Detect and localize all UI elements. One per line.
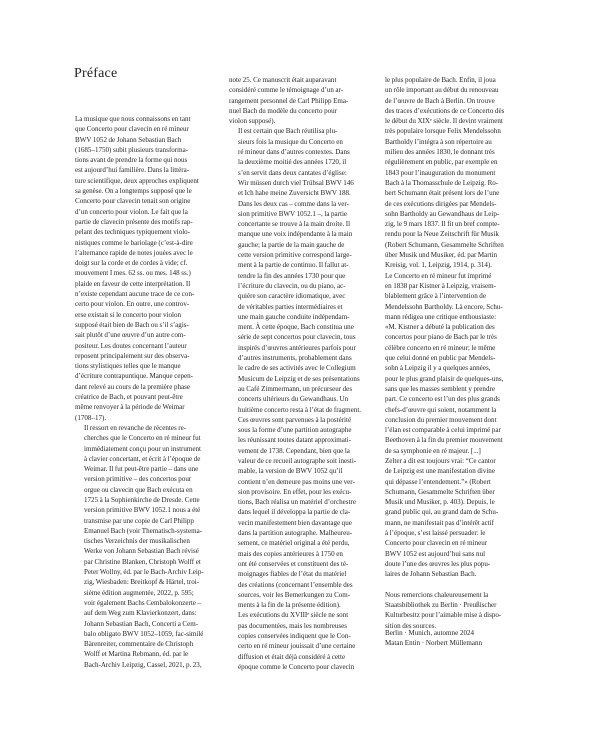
text-line: Bach-Archiv Leipzig, Cassel, 2021, p. 23, bbox=[84, 660, 202, 669]
text-line: Werke von Johann Sebastian Bach révisé bbox=[84, 547, 199, 556]
text-line: Schumann, Gesammelte Schriften über bbox=[385, 487, 495, 496]
text-line: La musique que nous connaissons en tant bbox=[75, 115, 191, 123]
text-line: grand public qui, au grand dam de Schu- bbox=[385, 508, 499, 517]
text-line: certo en ré mineur jouissait d’une certaine bbox=[238, 642, 356, 651]
text-line: Le Concerto en ré mineur fut imprimé bbox=[385, 271, 492, 280]
text-line: positeur. Les doutes concernant l’auteur bbox=[75, 341, 187, 350]
text-line: 1725 à la Sophienkirche de Dresde. Cette bbox=[84, 495, 200, 504]
text-line: ment. À cette époque, Bach constitua une bbox=[238, 323, 354, 332]
text-line: sa genèse. On a longtemps supposé que le bbox=[75, 187, 192, 196]
text-line: Dans les deux cas – comme dans la ver- bbox=[238, 199, 349, 208]
text-line: concertos pour piano de Bach par le très bbox=[385, 333, 497, 342]
paragraph bbox=[75, 423, 225, 670]
text-line: conclusion du premier mouvement dont bbox=[385, 415, 497, 424]
text-line: pelant des techniques typiquement violo- bbox=[75, 228, 191, 237]
text-line: les réunissant toutes datant approximati- bbox=[238, 436, 352, 445]
text-line: moignages fiables de l’état du matériel bbox=[238, 570, 347, 579]
text-line: ture scientifique, deux approches expliquent bbox=[75, 176, 199, 185]
text-line: vement de 1738. Cependant, bien que la bbox=[238, 446, 350, 455]
text-line: zig, Wiesbaden: Breitkopf & Härtel, troi- bbox=[84, 578, 200, 587]
text-line: de véritables parties intermédiaires et bbox=[238, 302, 343, 311]
text-line: (1708–17). bbox=[75, 413, 107, 422]
text-line: sement, ce matériel original a été perdu, bbox=[238, 539, 350, 548]
text-line: de ces exécutions dirigées par Mendels- bbox=[385, 199, 497, 208]
text-line: époque comme le Concerto pour clavecin bbox=[238, 662, 355, 671]
text-line: ments à la fin de la présente édition). bbox=[238, 601, 341, 610]
text-line: blablement grâce à l’intervention de bbox=[385, 292, 486, 301]
text-line: même renvoyer à la période de Weimar bbox=[75, 403, 185, 412]
text-line: Emanuel Bach (voir Thematisch-systema- bbox=[84, 526, 203, 535]
text-line: cherches que le Concerto en ré mineur fut bbox=[84, 434, 201, 443]
text-line: Johann Sebastian Bach, Concerti a Cem- bbox=[84, 619, 199, 628]
text-line: sion primitive BWV 1052.1 –, la partie bbox=[238, 209, 348, 218]
text-line: et Ich habe meine Zuversicht BWV 188. bbox=[238, 189, 351, 198]
text-line: Nous remercions chaleureusement la bbox=[385, 590, 489, 599]
text-line: pas documentées, mais les nombreuses bbox=[238, 621, 347, 630]
text-line: version primitive BWV 1052.1 nous a été bbox=[84, 506, 201, 515]
text-line: Bärenreiter, commentaire de Christoph bbox=[84, 640, 194, 649]
text-line: l’alternance rapide de notes jouées avec le bbox=[75, 248, 193, 257]
text-line: dans la partition autographe. Malheureu- bbox=[238, 529, 353, 538]
text-line: le cadre de ses activités avec le Collegium bbox=[238, 364, 356, 373]
text-line: que celui donné en public par Mendels- bbox=[385, 354, 496, 363]
text-line: l’écriture du clavecin, ou du piano, ac- bbox=[238, 281, 346, 290]
text-line: Kreisig, vol. 1, Leipzig, 1914, p. 314). bbox=[385, 261, 493, 270]
text-line: ré mineur dans d’autres contextes. Dans bbox=[238, 148, 350, 157]
text-line: diffusion et était déjà considéré à cette bbox=[238, 652, 346, 661]
text-line: Ces œuvres sont parvenues à la postérité bbox=[238, 415, 352, 424]
text-line: Weimar. Il fut peut-être partie – dans une bbox=[84, 465, 199, 474]
paragraph bbox=[75, 114, 225, 423]
text-line: sohn Bartholdy au Gewandhaus de Leip- bbox=[385, 209, 500, 218]
text-line: mais des copies antérieures à 1750 en bbox=[238, 549, 343, 558]
text-line: le début du XIXᵉ siècle. Il devint vraiment bbox=[385, 117, 503, 126]
text-line: Zelter a dit est toujours vrai: “Ce cantor bbox=[385, 456, 496, 465]
text-line: violon supposé). bbox=[229, 117, 276, 126]
text-line: dant relevé au cours de la première phase bbox=[75, 382, 191, 391]
text-line: doute l’une des œuvres les plus popu- bbox=[385, 559, 491, 568]
text-line: (1685–1750) subit plusieurs transforma- bbox=[75, 145, 189, 154]
text-line: laires de Johann Sebastian Bach. bbox=[385, 570, 477, 579]
text-line: Peter Wollny, éd. par le Bach-Archiv Leip- bbox=[84, 568, 204, 577]
text-line: considéré comme le témoignage d’un ar- bbox=[229, 86, 344, 95]
text-line: contient n’en demeure pas moins une ver- bbox=[238, 477, 355, 486]
text-line: sait plutôt d’une œuvre d’un autre com- bbox=[75, 331, 186, 340]
text-line: ont été conservées et constituent des té- bbox=[238, 559, 349, 568]
text-line: qui dépasse l’entendement.”» (Robert bbox=[385, 477, 491, 486]
text-line: sion provisoire. En effet, pour les exécu- bbox=[238, 487, 352, 496]
text-line: une main gauche conduite indépendam- bbox=[238, 312, 350, 321]
text-line: Concerto pour clavecin en ré mineur bbox=[385, 539, 488, 548]
text-line: Concerto pour clavecin tenait son origine bbox=[75, 197, 191, 206]
text-line: tisches Verzeichnis der musikalischen bbox=[84, 537, 190, 546]
text-line: tendre la fin des années 1730 pour que bbox=[238, 271, 346, 280]
text-line: Bach à la Thomasschule de Leipzig. Ro- bbox=[385, 178, 499, 187]
text-line: BWV 1052 est aujourd’hui sans nul bbox=[385, 549, 486, 558]
text-line: d’écriture contrapuntique. Manque cepen- bbox=[75, 372, 193, 381]
text-line: série de sept concertos pour clavecin, tous bbox=[238, 333, 356, 342]
text-line: pour le plus grand plaisir de quelques-uns, bbox=[385, 374, 504, 383]
place-date: Berlin · Munich, automne 2024 bbox=[385, 629, 475, 637]
text-line: des traces d’exécutions de ce Concerto dès bbox=[385, 106, 505, 115]
text-line: «M. Kistner a débuté la publication des bbox=[385, 323, 495, 332]
authors: Matan Entin · Norbert Müllemann bbox=[385, 639, 483, 648]
text-line: mouvement I mes. 62 ss. ou mes. 148 ss.) bbox=[75, 269, 191, 278]
text-line: par Christine Blanken, Christoph Wolff et bbox=[84, 557, 201, 566]
text-line: version primitive – des concertos pour bbox=[84, 475, 192, 484]
text-line: partie de clavecin présente des motifs rap- bbox=[75, 217, 193, 226]
text-line: BWV 1052 de Johann Sebastian Bach bbox=[75, 135, 182, 144]
text-line: sources, voir les Bemerkungen zu Com- bbox=[238, 590, 351, 599]
text-line: reposent principalement sur des observa- bbox=[75, 351, 190, 360]
paragraph bbox=[385, 590, 535, 631]
text-line: le plus populaire de Bach. Enfin, il joua bbox=[385, 76, 496, 84]
paragraph bbox=[229, 610, 379, 672]
text-line: très populaire lorsque Felix Mendelssohn bbox=[385, 127, 501, 136]
text-line: Wolff et Martina Rebmann, éd. par le bbox=[84, 650, 189, 659]
text-line: sans que les masses semblent y prendre bbox=[385, 384, 495, 393]
text-line: Bartholdy l’intégra à son répertoire au bbox=[385, 137, 492, 146]
text-line: orgue ou clavecin que Bach exécuta en bbox=[84, 485, 193, 494]
signature-block bbox=[385, 628, 535, 649]
text-line: d’autres instruments, probablement dans bbox=[238, 354, 352, 363]
text-column-1 bbox=[75, 114, 225, 670]
text-line: sition des sources. bbox=[385, 621, 437, 630]
text-line: rendu pour la Neue Zeitschrift für Musik bbox=[385, 230, 499, 239]
text-line: nistiques comme le bariolage (c’est-à-dire bbox=[75, 238, 193, 247]
page-title: Préface bbox=[74, 66, 118, 81]
text-line: inspirés d’œuvres antérieures parfois pour bbox=[238, 343, 356, 352]
text-line: ment à la partie de continuo. Il fallut at- bbox=[238, 261, 349, 270]
text-line: auf dem Weg zum Klavierkonzert, dans: bbox=[84, 609, 197, 618]
text-line: quière son caractère idiomatique, avec bbox=[238, 292, 346, 301]
text-line: à l’époque, s’est laissé persuader: le bbox=[385, 529, 486, 538]
text-line: sous la forme d’une partition autographe bbox=[238, 426, 352, 435]
text-line: sieurs fois la musique du Concerto en bbox=[238, 137, 343, 146]
paragraph bbox=[385, 75, 535, 580]
text-line: voir également Bachs Cembalokonzerte – bbox=[84, 598, 201, 607]
text-line: rangement personnel de Carl Philipp Ema- bbox=[229, 96, 349, 105]
text-line: l’élan est comparable à celui imprimé par bbox=[385, 426, 501, 435]
text-line: supposé était bien de Bach ou s’il s’agis- bbox=[75, 320, 189, 329]
text-line: en 1838 par Kistner à Leipzig, vraisem- bbox=[385, 281, 496, 290]
text-line: immédiatement conçu pour un instrument bbox=[84, 444, 202, 453]
text-line: que Concerto pour clavecin en ré mineur bbox=[75, 125, 189, 134]
text-line: certo pour violon. En outre, une controv- bbox=[75, 300, 190, 309]
text-line: Kulturbesitz pour l’aimable mise à dispo- bbox=[385, 611, 502, 620]
text-line: de l’œuvre de Bach à Berlin. On trouve bbox=[385, 96, 495, 105]
text-line: n’existe cependant aucune trace de ce con- bbox=[75, 290, 195, 299]
text-line: d’un concerto pour violon. Le fait que la bbox=[75, 207, 188, 216]
text-line: plaide en faveur de cette interprétation. Il bbox=[75, 279, 191, 288]
text-line: concerts ultérieurs du Gewandhaus. Un bbox=[238, 395, 349, 404]
text-line: sohn à Leipzig il y a quelques années, bbox=[385, 364, 491, 373]
text-line: au Café Zimmermann, un précurseur des bbox=[238, 384, 353, 393]
text-line: bert Schumann était présent lors de l’une bbox=[385, 189, 500, 198]
text-line: la deuxième moitié des années 1720, il bbox=[238, 158, 347, 167]
text-line: tions stylistiques telles que le manque bbox=[75, 362, 181, 371]
text-line: manque une voix indépendante à la main bbox=[238, 230, 353, 239]
text-line: Beethoven à la fin du premier mouvement bbox=[385, 436, 503, 445]
text-line: est aujourd’hui familière. Dans la littéra- bbox=[75, 166, 190, 175]
text-line: Wir müssen durch viel Trübsal BWV 146 bbox=[238, 178, 354, 187]
text-line: concertante se trouve à la main droite. Il bbox=[238, 220, 351, 229]
text-line: note 25. Ce manuscrit était auparavant bbox=[229, 76, 337, 84]
text-line: erse existait si le concerto pour violon bbox=[75, 310, 182, 319]
text-line: nuel Bach du modèle du concerto pour bbox=[229, 106, 337, 115]
text-line: Musicum de Leipzig et de ses présentations bbox=[238, 374, 360, 383]
text-line: copies conservées indiquent que le Con- bbox=[238, 632, 351, 641]
text-line: balo obligato BWV 1052–1059, fac-similé bbox=[84, 629, 204, 638]
text-line: de sa symphonie en ré majeur. [...] bbox=[385, 446, 481, 455]
text-line: s’en servit dans deux cantates d’église: bbox=[238, 168, 347, 177]
text-line: à clavier concertant, et écrit à l’époque de bbox=[84, 454, 201, 463]
text-line: Il ressort en revanche de récentes re- bbox=[84, 423, 187, 432]
text-line: tions avant de prendre la forme qui nous bbox=[75, 156, 188, 165]
text-line: des créations (concernant l’ensemble des bbox=[238, 580, 353, 589]
paragraph bbox=[229, 126, 379, 610]
text-line: vecin manifestement bien davantage que bbox=[238, 518, 352, 527]
text-line: tions, Bach réalisa un matériel d’orchestre bbox=[238, 498, 356, 507]
text-line: (Robert Schumann, Gesammelte Schriften bbox=[385, 240, 504, 249]
text-line: zig, le 9 mars 1837. Il fit un bref compte- bbox=[385, 220, 500, 229]
text-line: huitième concerto resta à l’état de fragment. bbox=[238, 405, 362, 414]
text-line: Il est certain que Bach réutilisa plu- bbox=[238, 127, 338, 136]
text-line: transmise par une copie de Carl Philipp bbox=[84, 516, 194, 525]
text-line: über Musik und Musiker, éd. par Martin bbox=[385, 251, 498, 260]
text-line: valeur de ce recueil autographe soit inesti- bbox=[238, 456, 357, 465]
text-line: chefs-d’œuvre qui soient, notamment la bbox=[385, 405, 497, 414]
text-line: Staatsbibliothek zu Berlin · Preußischer bbox=[385, 601, 497, 610]
text-line: gauche; la partie de la main gauche de bbox=[238, 240, 345, 249]
text-column-3 bbox=[385, 75, 535, 631]
text-line: Mendelssohn Bartholdy. Là encore, Schu- bbox=[385, 302, 503, 311]
text-line: milieu des années 1830, le donnant très bbox=[385, 148, 495, 157]
text-line: un rôle important au début du renouveau bbox=[385, 86, 499, 95]
text-line: sième édition augmentée, 2022, p. 595; bbox=[84, 588, 194, 597]
text-line: de Leipzig est une manifestation divine bbox=[385, 467, 495, 476]
text-line: mable, la version de BWV 1052 qu’il bbox=[238, 467, 343, 476]
text-column-2 bbox=[229, 75, 379, 672]
text-line: dans lequel il développa la partie de cla- bbox=[238, 508, 351, 517]
text-line: cette version primitive correspond large- bbox=[238, 251, 352, 260]
text-line: mann, ne manifestait pas d’intérêt actif bbox=[385, 518, 494, 527]
text-line: célèbre concerto en ré mineur; le même bbox=[385, 343, 496, 352]
text-line: Les exécutions du XVIIIᵉ siècle ne sont bbox=[238, 611, 349, 620]
text-line: mann rédigea une critique enthousiaste: bbox=[385, 312, 497, 321]
text-line: régulièrement en public, par exemple en bbox=[385, 158, 498, 167]
text-line: doigt sur la corde et de cordes à vide; cf. bbox=[75, 259, 188, 268]
text-line: part. Ce concerto est l’un des plus grands bbox=[385, 395, 500, 404]
paragraph bbox=[229, 75, 379, 126]
text-line: créatrice de Bach, et pouvant peut-être bbox=[75, 393, 183, 402]
text-line: Musik und Musiker, p. 403). Depuis, le bbox=[385, 498, 495, 507]
text-line: 1843 pour l’inauguration du monument bbox=[385, 168, 496, 177]
